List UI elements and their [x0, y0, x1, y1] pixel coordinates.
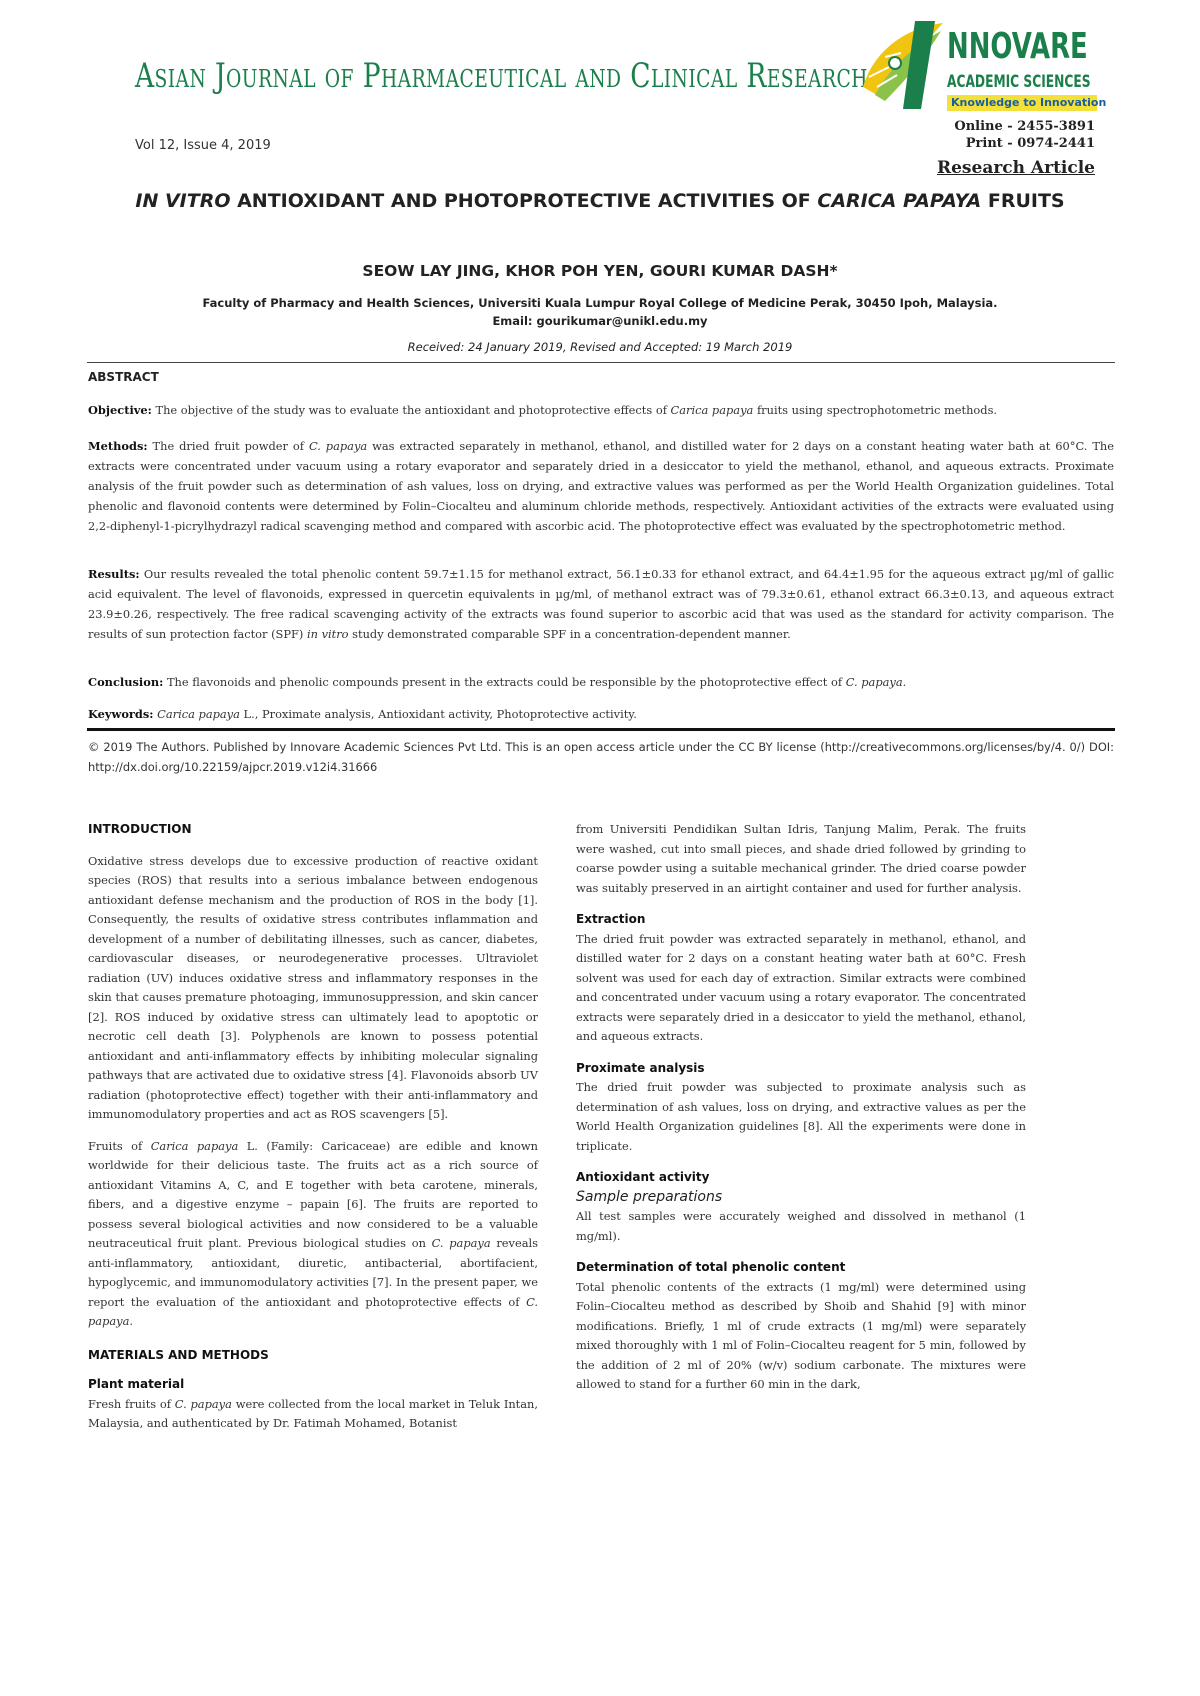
objective-text: The objective of the study was to evaluate the antioxidant and photoprotective effects of [151, 403, 671, 417]
keywords-species: Carica papaya [153, 707, 240, 721]
methods-text: The dried fruit powder of [147, 439, 309, 453]
keywords-text: L., Proximate analysis, Antioxidant activity, Photoprotective activity. [239, 707, 637, 721]
abstract-keywords [88, 704, 1114, 724]
objective-text-end: fruits using spectrophotometric methods. [753, 403, 998, 417]
abstract-objective [88, 400, 1114, 420]
license-doi[interactable]: © 2019 The Authors. Published by Innovare Academic Sciences Pvt Ltd. This is an open access article under the CC BY license (http://creativecommons.org/licenses/by/4. 0/) DOI: http://dx.doi.org/10.22159/ajpcr.2019.v12i4.31666 [88, 740, 1114, 774]
print-issn: Print - 0974-2441 [965, 136, 1095, 151]
keywords-label: Keywords: [88, 707, 154, 721]
abstract-methods [88, 436, 1114, 536]
intro-p2-species-b: C. papaya [431, 1236, 491, 1250]
results-label: Results: [88, 567, 140, 581]
email[interactable]: Email: gourikumar@unikl.edu.my [492, 314, 708, 328]
methods-label: Methods: [88, 439, 148, 453]
results-italic: in vitro [306, 627, 349, 641]
leaf-logo-icon [855, 17, 945, 113]
extraction-heading: Extraction [576, 912, 646, 926]
conclusion-text-end: . [902, 675, 907, 689]
authors: SEOW LAY JING, KHOR POH YEN, GOURI KUMAR DASH* [362, 262, 838, 280]
objective-species: Carica papaya [670, 403, 754, 417]
intro-p2-text-b: L. (Family: Caricaceae) are edible and known worldwide for their delicious taste. The fruits act as a rich source of antioxidant Vitamins A, C, and E together with beta carotene, minerals, fibers, and a digestive enzyme – papain [6]. The fruits are reported to possess several biological activities and now considered to be a valuable neutraceutical fruit plant. Previous biological studies on [88, 1138, 538, 1250]
article-type: Research Article [936, 158, 1095, 178]
plant-text-b: were collected from the local market in Teluk Intan, Malaysia, and authenticated by Dr. Fatimah Mohamed, Botanist [88, 1396, 538, 1430]
abstract-results [88, 564, 1114, 644]
logo-subtitle: ACADEMIC SCIENCES [947, 72, 1091, 92]
intro-p2-text-d: . [129, 1314, 134, 1328]
abstract-conclusion [88, 672, 1114, 692]
affiliation-block [100, 294, 1100, 330]
sample-preparations-text: All test samples were accurately weighed and dissolved in methanol (1 mg/ml). [576, 1209, 1026, 1243]
article-title [100, 190, 1100, 212]
introduction-heading: INTRODUCTION [88, 822, 192, 836]
title-middle: ANTIOXIDANT AND PHOTOPROTECTIVE ACTIVITIES OF [230, 190, 818, 212]
title-species: CARICA PAPAYA [817, 190, 982, 212]
extraction-text: The dried fruit powder was extracted separately in methanol, ethanol, and distilled water for 2 days on a constant heating water bath at 60°C. Fresh solvent was used for each day of extraction. Similar extracts were combined and concentrated under vacuum using a rotary evaporator. The concentrated extracts were separately dried in a desiccator to yield the methanol, ethanol, and aqueous extracts. [576, 931, 1026, 1043]
objective-label: Objective: [88, 403, 152, 417]
conclusion-text: The flavonoids and phenolic compounds present in the extracts could be responsible by the photoprotective effect of [163, 675, 846, 689]
antioxidant-heading: Antioxidant activity [576, 1170, 710, 1184]
conclusion-label: Conclusion: [88, 675, 164, 689]
plant-material-heading: Plant material [88, 1377, 185, 1391]
materials-methods-heading: MATERIALS AND METHODS [88, 1347, 269, 1362]
journal-title: Asian Journal of Pharmaceutical and Clinical Research [135, 56, 868, 96]
volume-issue: Vol 12, Issue 4, 2019 [135, 138, 271, 153]
divider [87, 362, 1115, 363]
intro-paragraph-2 [88, 1137, 538, 1332]
proximate-heading: Proximate analysis [576, 1060, 705, 1075]
intro-paragraph-1: Oxidative stress develops due to excessive production of reactive oxidant species (ROS) that results into a serious imbalance between endogenous antioxidant defense mechanism and the production of ROS in the body [1]. Consequently, the results of oxidative stress contributes inflammation and development of a number of debilitating illnesses, such as cancer, diabetes, cardiovascular diseases, or neurodegenerative processes. Ultraviolet radiation (UV) induces oxidative stress and inflammatory responses in the skin that causes premature photoaging, immunosuppression, and skin cancer [2]. ROS induced by oxidative stress can ultimately lead to apoptotic or necrotic cell death [3]. Polyphenols are known to possess potential antioxidant and anti-inflammatory effects by inhibiting molecular signaling pathways that are activated due to oxidative stress [4]. Flavonoids absorb UV radiation (photoprotective effect) together with their anti-inflammatory and immunomodulatory properties and act as ROS scavengers [5]. [88, 853, 538, 1121]
conclusion-species: C. papaya [845, 675, 903, 689]
plant-species: C. papaya [174, 1396, 232, 1411]
online-issn: Online - 2455-3891 [954, 119, 1095, 134]
title-italic-part: IN VITRO [135, 190, 231, 212]
intro-p2-text-c: reveals anti-inflammatory, antioxidant, diuretic, antibacterial, abortifacient, hypoglycemic, and immunomodulatory activities [7]. In the present paper, we report the evaluation of the antioxidant and photoprotective effects of [88, 1236, 538, 1309]
logo-tagline: Knowledge to Innovation [947, 95, 1097, 111]
title-end: FRUITS [981, 190, 1065, 212]
plant-material-continued: from Universiti Pendidikan Sultan Idris, Tanjung Malim, Perak. The fruits were washed, cut into small pieces, and shade dried followed by grinding to coarse powder using a suitable mechanical grinder. The dried coarse powder was suitably preserved in an airtight container and used for further analysis. [576, 822, 1026, 895]
logo-name: NNOVARE [947, 26, 1088, 67]
phenolic-text: Total phenolic contents of the extracts (1 mg/ml) were determined using Folin–Ciocalteu method as described by Shoib and Shahid [9] with minor modifications. Briefly, 1 ml of crude extracts (1 mg/ml) were separately mixed thoroughly with 1 ml of Folin–Ciocalteu reagent for 5 min, followed by the addition of 2 ml of 20% (w/v) sodium carbonate. The mixtures were allowed to stand for a further 60 min in the dark, [576, 1279, 1026, 1391]
sample-preparations-heading: Sample preparations [576, 1188, 723, 1205]
results-text-end: study demonstrated comparable SPF in a concentration-dependent manner. [348, 627, 791, 641]
methods-text-end: was extracted separately in methanol, ethanol, and distilled water for 2 days on a constant heating water bath at 60°C. The extracts were concentrated under vacuum using a rotary evaporator and separately dried in a desiccator to yield the methanol, ethanol, and aqueous extracts. Proximate analysis of the fruit powder such as determination of ash values, loss on drying, and extractive values was performed as per the World Health Organization guidelines. Total phenolic and flavonoid contents were determined by Folin–Ciocalteu and aluminum chloride methods, respectively. Antioxidant activities of the extracts were evaluated using 2,2-diphenyl-1-picrylhydrazyl radical scavenging method and compared with ascorbic acid. The photoprotective effect was evaluated by the spectrophotometric method. [88, 439, 1115, 533]
results-text: Our results revealed the total phenolic content 59.7±1.15 for methanol extract, 56.1±0.33 for ethanol extract, and 64.4±1.95 for the aqueous extract µg/ml of gallic acid equivalent. The level of flavonoids, expressed in quercetin equivalents in µg/ml, of methanol extract was of 79.3±0.61, ethanol extract 66.3±0.13, and aqueous extract 23.9±0.26, respectively. The free radical scavenging activity of the extracts was found superior to ascorbic acid that was used as the standard for activity comparison. The results of sun protection factor (SPF) [88, 567, 1114, 641]
abstract-heading: ABSTRACT [88, 370, 159, 384]
affiliation: Faculty of Pharmacy and Health Sciences, Universiti Kuala Lumpur Royal College of Medicine Perak, 30450 Ipoh, Malaysia. [202, 296, 998, 310]
right-column [576, 820, 1026, 1395]
phenolic-heading: Determination of total phenolic content [576, 1260, 846, 1274]
plant-material-text [88, 1395, 538, 1434]
left-column [88, 820, 538, 1434]
intro-p2-text: Fruits of [88, 1138, 151, 1153]
intro-p2-species-c: C. papaya [88, 1294, 538, 1328]
plant-text-a: Fresh fruits of [88, 1396, 175, 1411]
methods-species: C. papaya [308, 439, 368, 453]
issn-block [954, 118, 1095, 152]
intro-p2-species: Carica papaya [150, 1138, 239, 1153]
thick-divider [87, 728, 1115, 731]
received-dates: Received: 24 January 2019, Revised and Accepted: 19 March 2019 [407, 340, 793, 354]
publisher-logo [855, 15, 1107, 115]
proximate-text: The dried fruit powder was subjected to proximate analysis such as determination of ash values, loss on drying, and extractive values as per the World Health Organization guidelines [8]. All the experiments were done in triplicate. [576, 1080, 1026, 1153]
